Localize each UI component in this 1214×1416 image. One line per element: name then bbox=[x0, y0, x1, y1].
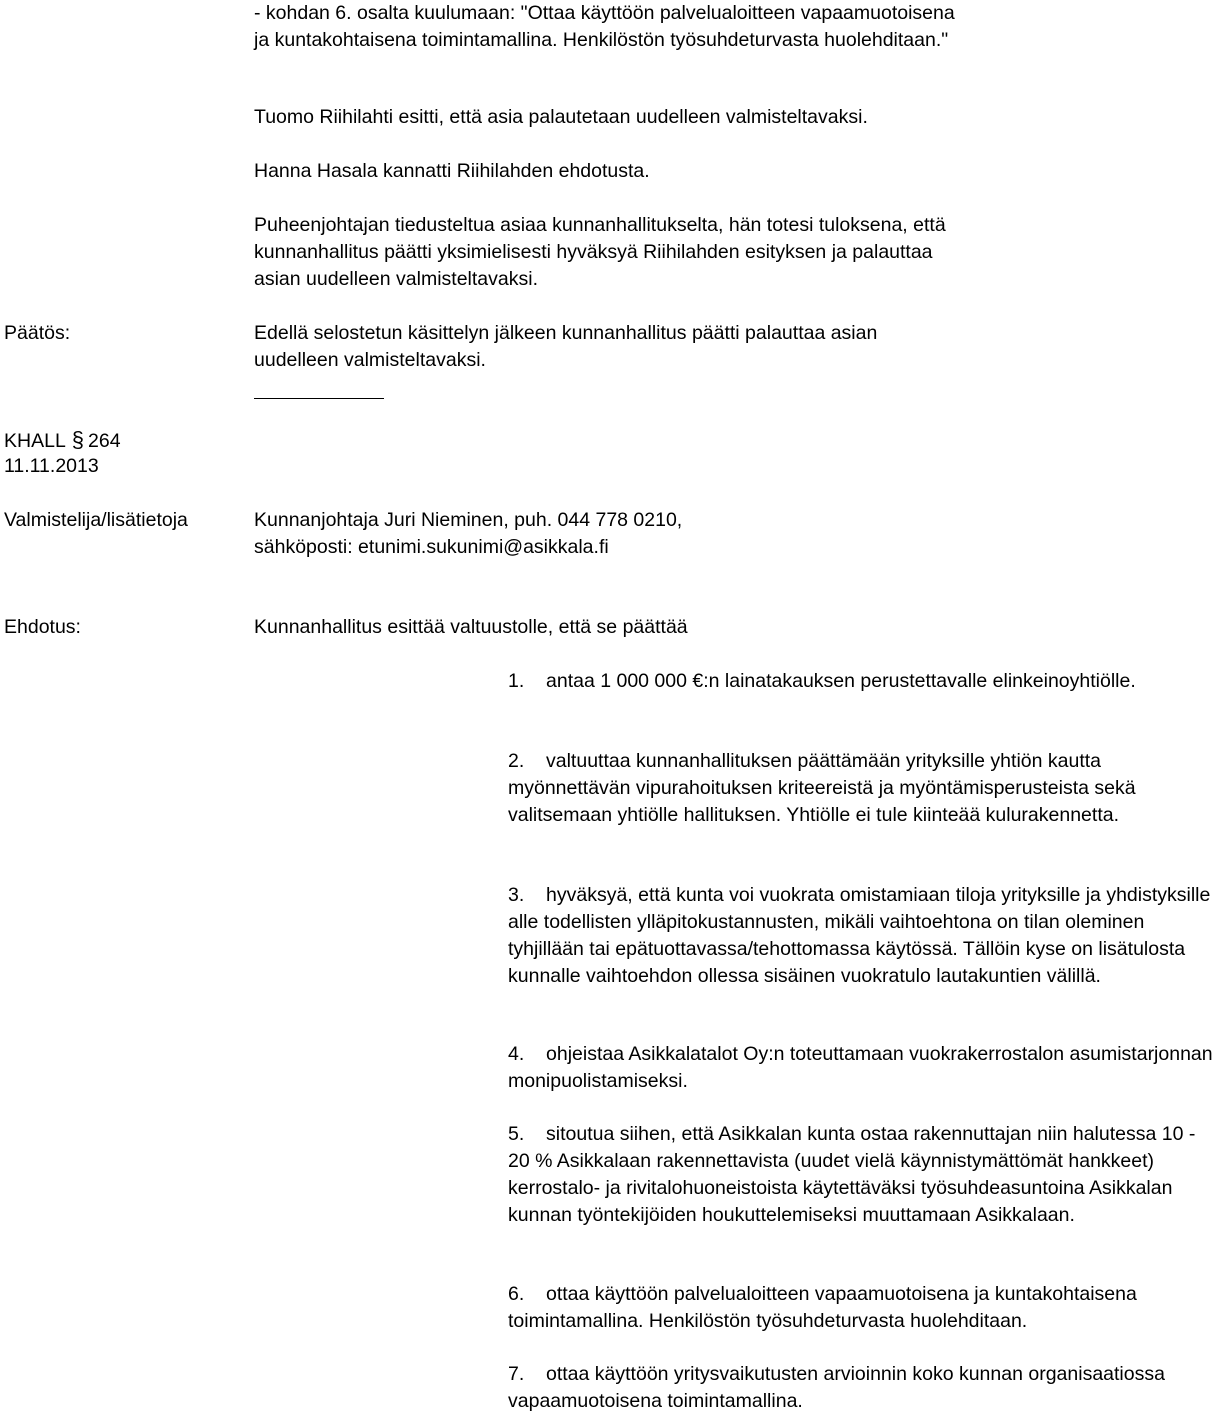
motion-paragraph: Tuomo Riihilahti esitti, että asia palautetaan uudelleen valmisteltavaksi. bbox=[254, 106, 868, 128]
chair-paragraph: Puheenjohtajan tiedusteltua asiaa kunnanhallitukselta, hän totesi tuloksena, että kunnanhallitus päätti yksimielisesti hyväksyä Riihilahden esityksen ja palauttaa asian uudelleen valmisteltavaksi. bbox=[254, 214, 946, 290]
list-item: 7. ottaa käyttöön yritysvaikutusten arvioinnin koko kunnan organisaatiossa vapaamuotoisena toimintamallina. bbox=[508, 1363, 1165, 1412]
list-item: 3. hyväksyä, että kunta voi vuokrata omistamiaan tiloja yrityksille ja yhdistyksille alle todellisten ylläpitokustannusten, mikäli vaihtoehtona on tilan oleminen tyhjillään tai epätuottavassa/tehottomassa käytössä. Tällöin kyse on lisätulosta kunnalle vaihtoehdon ollessa sisäinen vuokratulo lautakuntien välillä. bbox=[508, 884, 1211, 987]
list-item-text: antaa 1 000 000 €:n lainatakauksen perustettavalle elinkeinoyhtiölle. bbox=[546, 670, 1136, 692]
list-item-text: valtuuttaa kunnanhallituksen päättämään yrityksille yhtiön kautta myönnettävän vipurahoituksen kriteereistä ja myöntämisperusteista sekä valitsemaan yhtiölle hallituksen. Yhtiölle ei tule kiinteää kulurakennetta. bbox=[508, 750, 1136, 826]
list-item: 1. antaa 1 000 000 €:n lainatakauksen perustettavalle elinkeinoyhtiölle. bbox=[508, 670, 1136, 692]
decision-label: Päätös: bbox=[4, 322, 71, 344]
decision-text: Edellä selostetun käsittelyn jälkeen kunnanhallitus päätti palauttaa asian uudelleen valmisteltavaksi. bbox=[254, 322, 878, 371]
preparer-contact bbox=[254, 507, 960, 561]
section-header bbox=[4, 426, 121, 455]
section-symbol: § bbox=[71, 427, 85, 452]
list-item: 4. ohjeistaa Asikkalatalot Oy:n toteuttamaan vuokrakerrostalon asumistarjonnan monipuolistamiseksi. bbox=[508, 1043, 1213, 1092]
list-item-text: ottaa käyttöön palvelualoitteen vapaamuotoisena ja kuntakohtaisena toimintamallina. Henkilöstön työsuhdeturvasta huolehditaan. bbox=[508, 1283, 1137, 1332]
list-item-text: hyväksyä, että kunta voi vuokrata omistamiaan tiloja yrityksille ja yhdistyksille alle todellisten ylläpitokustannusten, mikäli vaihtoehtona on tilan oleminen tyhjillään tai epätuottavassa/tehottomassa käytössä. Tällöin kyse on lisätulosta kunnalle vaihtoehdon ollessa sisäinen vuokratulo lautakuntien välillä. bbox=[508, 884, 1211, 987]
intro-item-6-text: - kohdan 6. osalta kuulumaan: "Ottaa käyttöön palvelualoitteen vapaamuotoisena ja kuntakohtaisena toimintamallina. Henkilöstön työsuhdeturvasta huolehditaan." bbox=[254, 2, 955, 51]
preparer-label: Valmistelija/lisätietoja bbox=[4, 509, 188, 531]
decision-rule bbox=[254, 398, 384, 399]
list-item-text: sitoutua siihen, että Asikkalan kunta ostaa rakennuttajan niin halutessa 10 - 20 % Asikkalaan rakennettavista (uudet vielä käynnistymättömät hankkeet) kerrostalo- ja rivitalohuoneistoista käytettäväksi työsuhdeasuntoina Asikkalan kunnan työntekijöiden houkuttelemiseksi muuttamaan Asikkalaan. bbox=[508, 1123, 1196, 1226]
list-item: 6. ottaa käyttöön palvelualoitteen vapaamuotoisena ja kuntakohtaisena toimintamallina. Henkilöstön työsuhdeturvasta huolehditaan. bbox=[508, 1283, 1137, 1332]
list-item: 5. sitoutua siihen, että Asikkalan kunta ostaa rakennuttajan niin halutessa 10 - 20 % Asikkalaan rakennettavista (uudet vielä käynnistymättömät hankkeet) kerrostalo- ja rivitalohuoneistoista käytettäväksi työsuhdeasuntoina Asikkalan kunnan työntekijöiden houkuttelemiseksi muuttamaan Asikkalaan. bbox=[508, 1123, 1196, 1226]
preparer-line-1: Kunnanjohtaja Juri Nieminen, puh. 044 778 0210, bbox=[254, 509, 683, 531]
preparer-email: sähköposti: etunimi.sukunimi@asikkala.fi bbox=[254, 536, 609, 558]
section-number: 264 bbox=[88, 430, 121, 452]
list-item-text: ottaa käyttöön yritysvaikutusten arvioinnin koko kunnan organisaatiossa vapaamuotoisena toimintamallina. bbox=[508, 1363, 1165, 1412]
section-body: KHALL bbox=[4, 430, 66, 452]
proposal-lead: Kunnanhallitus esittää valtuustolle, että se päättää bbox=[254, 616, 688, 638]
seconded-paragraph: Hanna Hasala kannatti Riihilahden ehdotusta. bbox=[254, 160, 650, 182]
proposal-label: Ehdotus: bbox=[4, 616, 81, 638]
section-date: 11.11.2013 bbox=[4, 455, 99, 477]
list-item: 2. valtuuttaa kunnanhallituksen päättämään yrityksille yhtiön kautta myönnettävän vipurahoituksen kriteereistä ja myöntämisperusteista sekä valitsemaan yhtiölle hallituksen. Yhtiölle ei tule kiinteää kulurakennetta. bbox=[508, 750, 1136, 826]
list-item-text: ohjeistaa Asikkalatalot Oy:n toteuttamaan vuokrakerrostalon asumistarjonnan monipuolistamiseksi. bbox=[508, 1043, 1213, 1092]
